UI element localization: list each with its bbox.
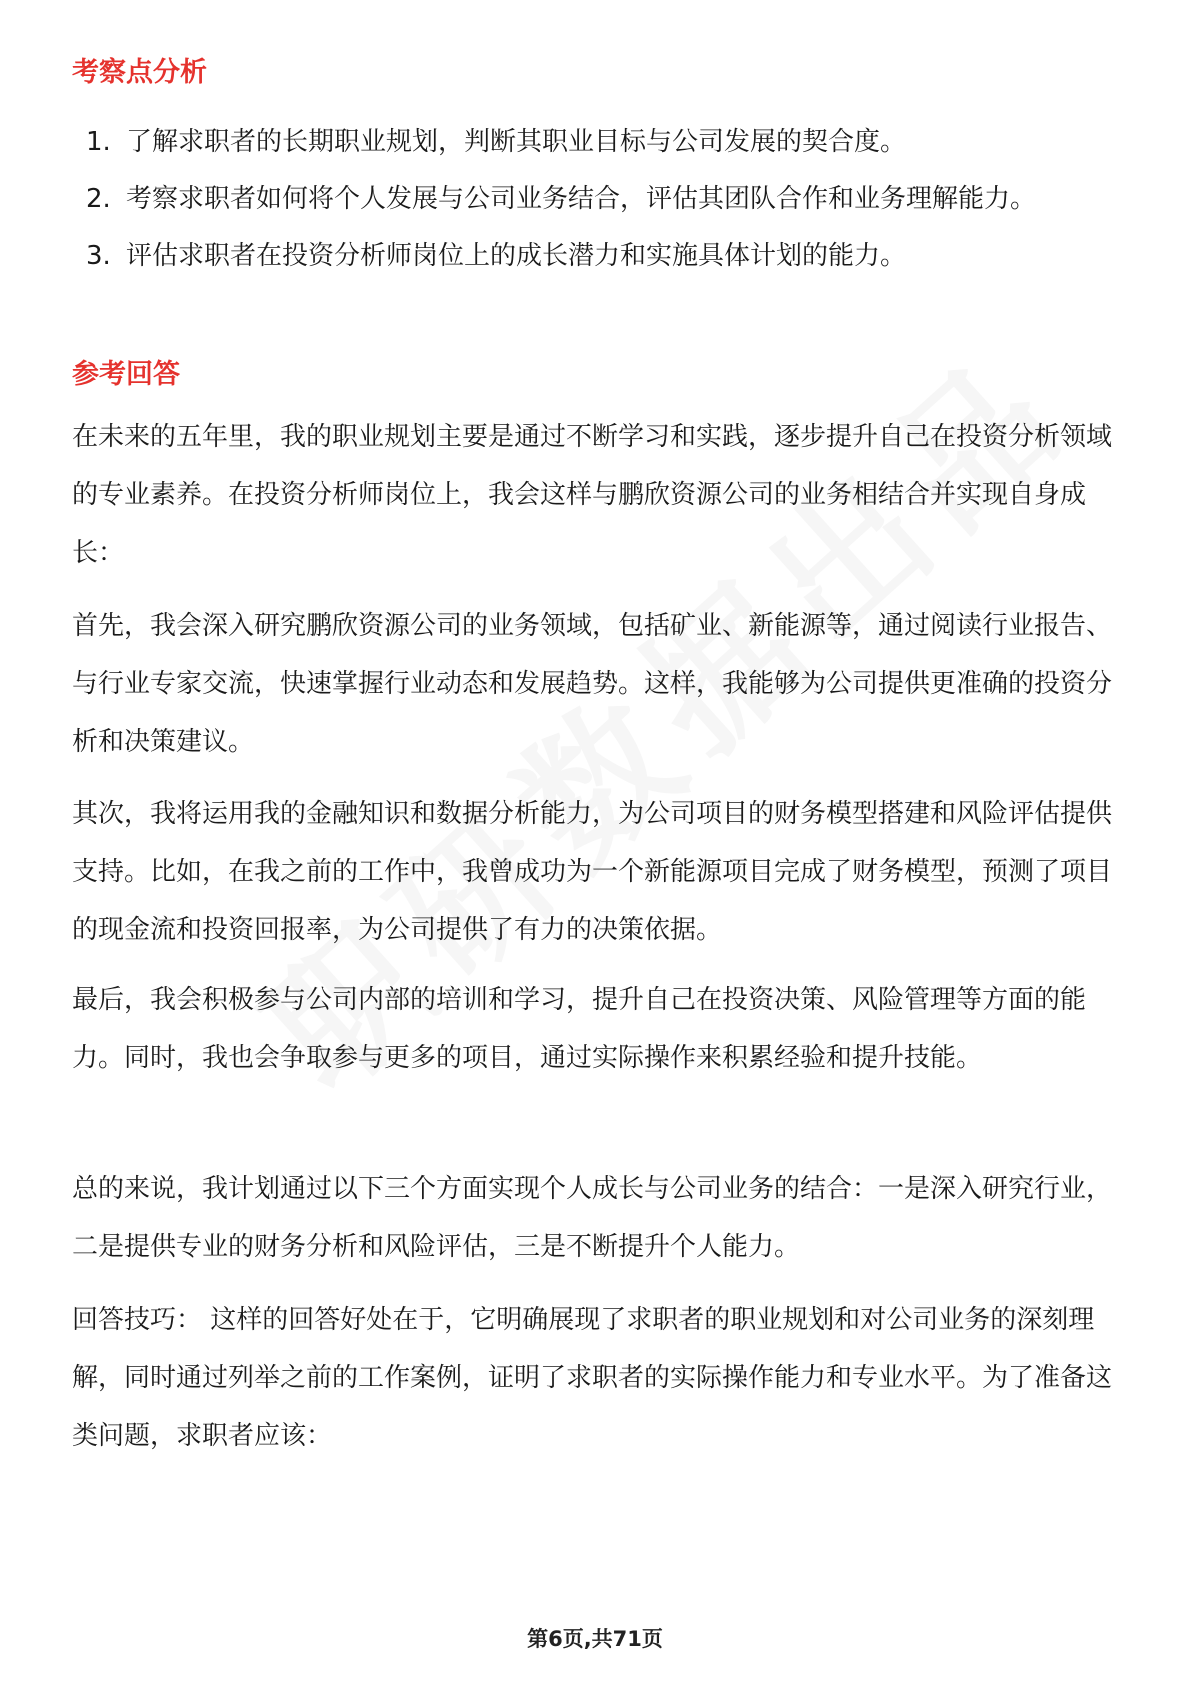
- analysis-list: [72, 114, 1122, 285]
- answer-paragraph: 最后，我会积极参与公司内部的培训和学习，提升自己在投资决策、风险管理等方面的能力。同时，我也会争取参与更多的项目，通过实际操作来积累经验和提升技能。: [72, 985, 1087, 1073]
- analysis-heading: 考察点分析: [72, 57, 207, 88]
- page-number: 第6页,共71页: [527, 1627, 663, 1651]
- answer-heading: 参考回答: [72, 359, 180, 390]
- list-item-text: 了解求职者的长期职业规划，判断其职业目标与公司发展的契合度。: [126, 127, 907, 157]
- answer-paragraph: 其次，我将运用我的金融知识和数据分析能力，为公司项目的财务模型搭建和风险评估提供支持。比如，在我之前的工作中，我曾成功为一个新能源项目完成了财务模型，预测了项目的现金流和投资回报率，为公司提供了有力的决策依据。: [72, 799, 1113, 945]
- answer-tips-paragraph: 回答技巧： 这样的回答好处在于，它明确展现了求职者的职业规划和对公司业务的深刻理解，同时通过列举之前的工作案例，证明了求职者的实际操作能力和专业水平。为了准备这类问题，求职者应该：: [72, 1305, 1113, 1451]
- answer-paragraph: 首先，我会深入研究鹏欣资源公司的业务领域，包括矿业、新能源等，通过阅读行业报告、与行业专家交流，快速掌握行业动态和发展趋势。这样，我能够为公司提供更准确的投资分析和决策建议。: [72, 611, 1113, 757]
- list-item-number: 1.: [86, 127, 111, 157]
- answer-paragraph: 在未来的五年里，我的职业规划主要是通过不断学习和实践，逐步提升自己在投资分析领域的专业素养。在投资分析师岗位上，我会这样与鹏欣资源公司的业务相结合并实现自身成长：: [72, 422, 1113, 568]
- list-item: [72, 228, 1122, 285]
- list-item-number: 2.: [86, 184, 111, 214]
- list-item-number: 3.: [86, 241, 111, 271]
- list-item: [72, 171, 1122, 228]
- list-item-text: 考察求职者如何将个人发展与公司业务结合，评估其团队合作和业务理解能力。: [126, 184, 1037, 214]
- list-item-text: 评估求职者在投资分析师岗位上的成长潜力和实施具体计划的能力。: [126, 241, 907, 271]
- list-item: [72, 114, 1122, 171]
- answer-paragraph: 总的来说，我计划通过以下三个方面实现个人成长与公司业务的结合：一是深入研究行业，二是提供专业的财务分析和风险评估，三是不断提升个人能力。: [72, 1174, 1113, 1262]
